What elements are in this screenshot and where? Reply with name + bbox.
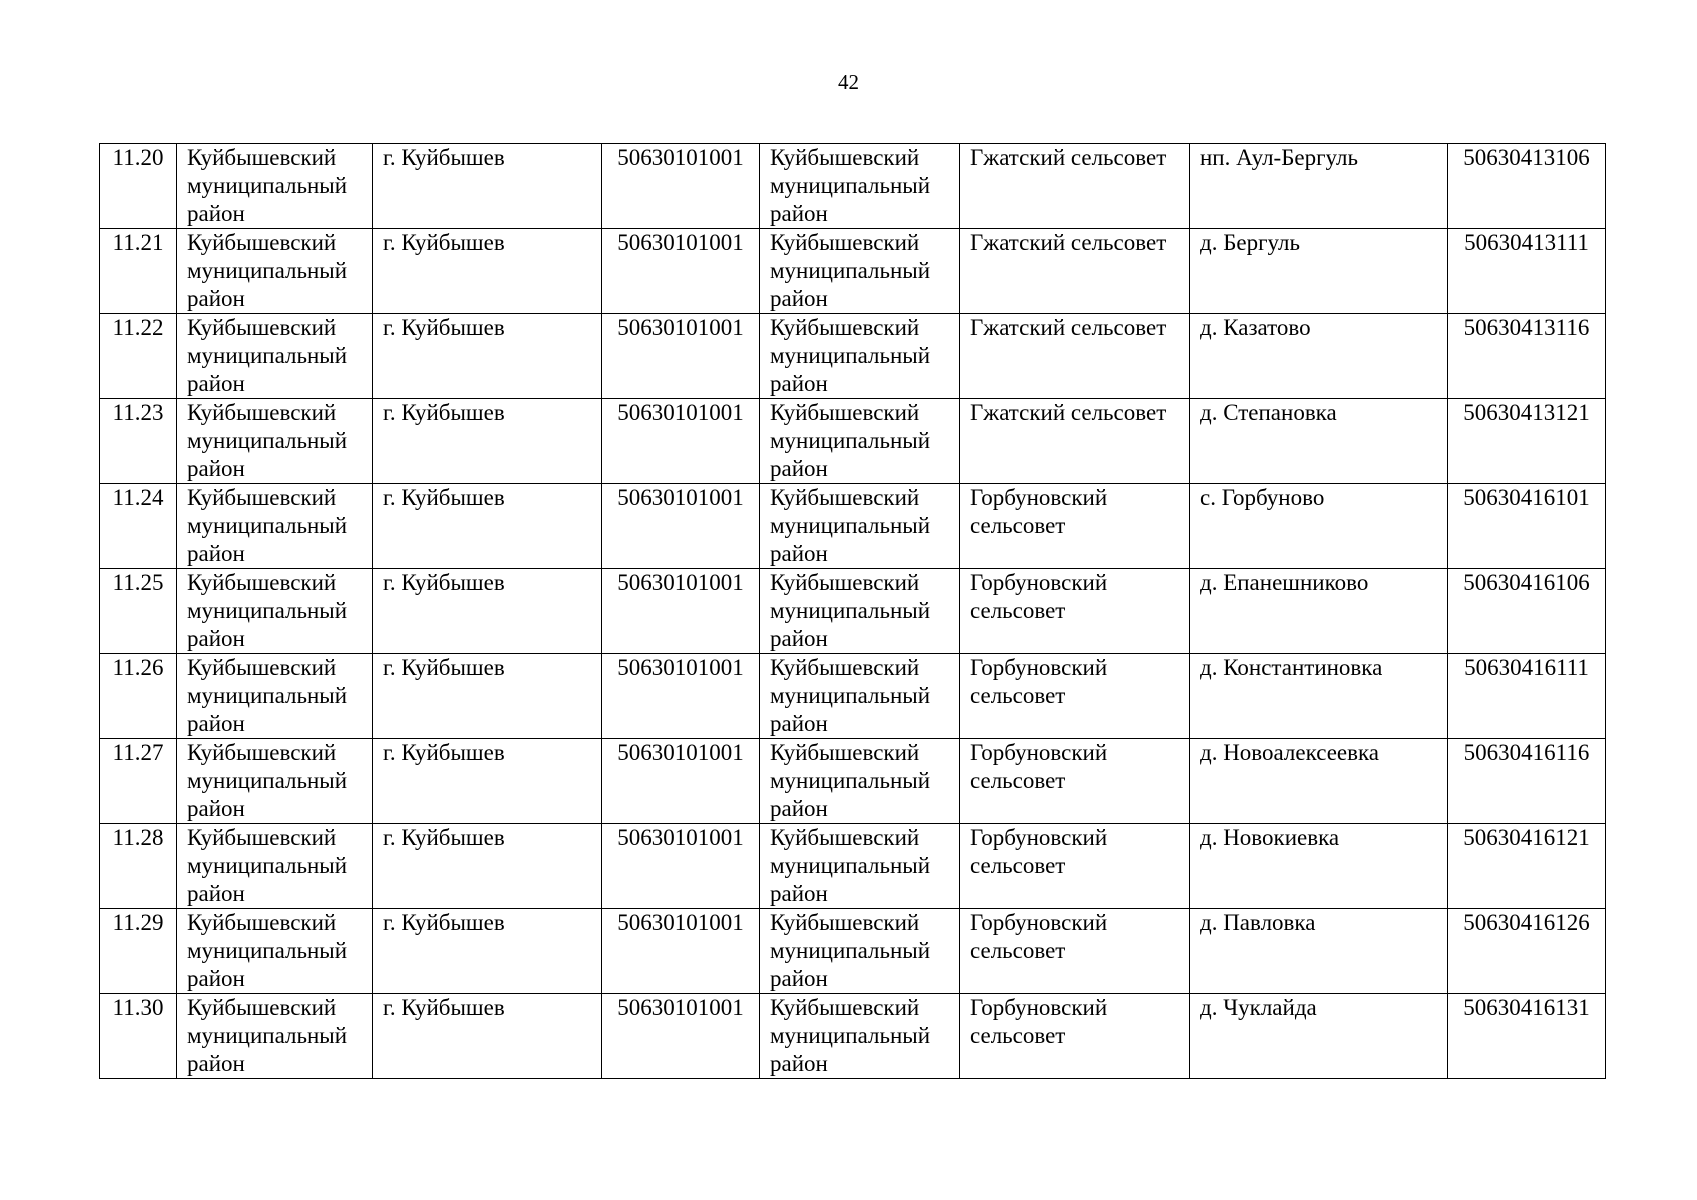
district-cell: Куйбышевский муниципальный район bbox=[177, 739, 373, 824]
locality-code-cell: 50630416126 bbox=[1448, 909, 1606, 994]
row-number-cell: 11.26 bbox=[100, 654, 177, 739]
municipality-cell: Куйбышевский муниципальный район bbox=[760, 144, 960, 229]
admin-center-cell: г. Куйбышев bbox=[373, 909, 602, 994]
admin-center-cell: г. Куйбышев bbox=[373, 229, 602, 314]
locality-cell: с. Горбуново bbox=[1190, 484, 1448, 569]
admin-center-code-cell: 50630101001 bbox=[602, 484, 760, 569]
admin-center-cell: г. Куйбышев bbox=[373, 569, 602, 654]
district-cell: Куйбышевский муниципальный район bbox=[177, 569, 373, 654]
row-number-cell: 11.22 bbox=[100, 314, 177, 399]
admin-center-code-cell: 50630101001 bbox=[602, 229, 760, 314]
district-cell: Куйбышевский муниципальный район bbox=[177, 229, 373, 314]
municipality-cell: Куйбышевский муниципальный район bbox=[760, 399, 960, 484]
admin-center-cell: г. Куйбышев bbox=[373, 314, 602, 399]
locality-code-cell: 50630413121 bbox=[1448, 399, 1606, 484]
table-row bbox=[100, 909, 1606, 994]
settlement-cell: Гжатский сельсовет bbox=[960, 399, 1190, 484]
locality-cell: д. Константиновка bbox=[1190, 654, 1448, 739]
table-row bbox=[100, 144, 1606, 229]
settlement-cell: Гжатский сельсовет bbox=[960, 144, 1190, 229]
municipality-cell: Куйбышевский муниципальный район bbox=[760, 739, 960, 824]
table-row bbox=[100, 654, 1606, 739]
locality-code-cell: 50630413116 bbox=[1448, 314, 1606, 399]
admin-center-cell: г. Куйбышев bbox=[373, 739, 602, 824]
locality-code-cell: 50630416121 bbox=[1448, 824, 1606, 909]
admin-center-cell: г. Куйбышев bbox=[373, 824, 602, 909]
admin-center-cell: г. Куйбышев bbox=[373, 144, 602, 229]
locality-code-cell: 50630416116 bbox=[1448, 739, 1606, 824]
settlement-cell: Гжатский сельсовет bbox=[960, 314, 1190, 399]
row-number-cell: 11.21 bbox=[100, 229, 177, 314]
admin-center-code-cell: 50630101001 bbox=[602, 909, 760, 994]
locality-cell: д. Чуклайда bbox=[1190, 994, 1448, 1079]
district-cell: Куйбышевский муниципальный район bbox=[177, 399, 373, 484]
table-row bbox=[100, 739, 1606, 824]
settlement-cell: Горбуновский сельсовет bbox=[960, 654, 1190, 739]
admin-center-code-cell: 50630101001 bbox=[602, 739, 760, 824]
admin-center-cell: г. Куйбышев bbox=[373, 399, 602, 484]
municipality-cell: Куйбышевский муниципальный район bbox=[760, 229, 960, 314]
municipality-cell: Куйбышевский муниципальный район bbox=[760, 909, 960, 994]
settlement-cell: Гжатский сельсовет bbox=[960, 229, 1190, 314]
settlement-cell: Горбуновский сельсовет bbox=[960, 569, 1190, 654]
locality-cell: д. Новокиевка bbox=[1190, 824, 1448, 909]
municipality-cell: Куйбышевский муниципальный район bbox=[760, 824, 960, 909]
district-cell: Куйбышевский муниципальный район bbox=[177, 654, 373, 739]
municipality-cell: Куйбышевский муниципальный район bbox=[760, 314, 960, 399]
district-cell: Куйбышевский муниципальный район bbox=[177, 994, 373, 1079]
registry-table bbox=[99, 143, 1606, 1079]
table-body bbox=[100, 144, 1606, 1079]
locality-cell: нп. Аул-Бергуль bbox=[1190, 144, 1448, 229]
admin-center-code-cell: 50630101001 bbox=[602, 314, 760, 399]
table-row bbox=[100, 484, 1606, 569]
locality-cell: д. Степановка bbox=[1190, 399, 1448, 484]
admin-center-code-cell: 50630101001 bbox=[602, 569, 760, 654]
row-number-cell: 11.29 bbox=[100, 909, 177, 994]
settlement-cell: Горбуновский сельсовет bbox=[960, 994, 1190, 1079]
locality-cell: д. Епанешниково bbox=[1190, 569, 1448, 654]
admin-center-code-cell: 50630101001 bbox=[602, 144, 760, 229]
row-number-cell: 11.25 bbox=[100, 569, 177, 654]
locality-code-cell: 50630416106 bbox=[1448, 569, 1606, 654]
admin-center-code-cell: 50630101001 bbox=[602, 824, 760, 909]
page-number: 42 bbox=[838, 70, 859, 94]
locality-cell: д. Бергуль bbox=[1190, 229, 1448, 314]
admin-center-cell: г. Куйбышев bbox=[373, 994, 602, 1079]
locality-code-cell: 50630413106 bbox=[1448, 144, 1606, 229]
row-number-cell: 11.30 bbox=[100, 994, 177, 1079]
settlement-cell: Горбуновский сельсовет bbox=[960, 484, 1190, 569]
table-row bbox=[100, 994, 1606, 1079]
table-row bbox=[100, 569, 1606, 654]
municipality-cell: Куйбышевский муниципальный район bbox=[760, 654, 960, 739]
table-row bbox=[100, 229, 1606, 314]
row-number-cell: 11.23 bbox=[100, 399, 177, 484]
municipality-cell: Куйбышевский муниципальный район bbox=[760, 569, 960, 654]
district-cell: Куйбышевский муниципальный район bbox=[177, 909, 373, 994]
admin-center-cell: г. Куйбышев bbox=[373, 484, 602, 569]
admin-center-code-cell: 50630101001 bbox=[602, 654, 760, 739]
table-row bbox=[100, 824, 1606, 909]
district-cell: Куйбышевский муниципальный район bbox=[177, 144, 373, 229]
locality-code-cell: 50630416101 bbox=[1448, 484, 1606, 569]
locality-cell: д. Новоалексеевка bbox=[1190, 739, 1448, 824]
district-cell: Куйбышевский муниципальный район bbox=[177, 484, 373, 569]
settlement-cell: Горбуновский сельсовет bbox=[960, 909, 1190, 994]
district-cell: Куйбышевский муниципальный район bbox=[177, 314, 373, 399]
admin-center-code-cell: 50630101001 bbox=[602, 994, 760, 1079]
locality-code-cell: 50630413111 bbox=[1448, 229, 1606, 314]
municipality-cell: Куйбышевский муниципальный район bbox=[760, 484, 960, 569]
row-number-cell: 11.27 bbox=[100, 739, 177, 824]
locality-code-cell: 50630416131 bbox=[1448, 994, 1606, 1079]
settlement-cell: Горбуновский сельсовет bbox=[960, 824, 1190, 909]
admin-center-code-cell: 50630101001 bbox=[602, 399, 760, 484]
table-row bbox=[100, 399, 1606, 484]
row-number-cell: 11.24 bbox=[100, 484, 177, 569]
locality-cell: д. Казатово bbox=[1190, 314, 1448, 399]
municipality-cell: Куйбышевский муниципальный район bbox=[760, 994, 960, 1079]
district-cell: Куйбышевский муниципальный район bbox=[177, 824, 373, 909]
row-number-cell: 11.28 bbox=[100, 824, 177, 909]
locality-code-cell: 50630416111 bbox=[1448, 654, 1606, 739]
locality-cell: д. Павловка bbox=[1190, 909, 1448, 994]
table-row bbox=[100, 314, 1606, 399]
row-number-cell: 11.20 bbox=[100, 144, 177, 229]
admin-center-cell: г. Куйбышев bbox=[373, 654, 602, 739]
settlement-cell: Горбуновский сельсовет bbox=[960, 739, 1190, 824]
